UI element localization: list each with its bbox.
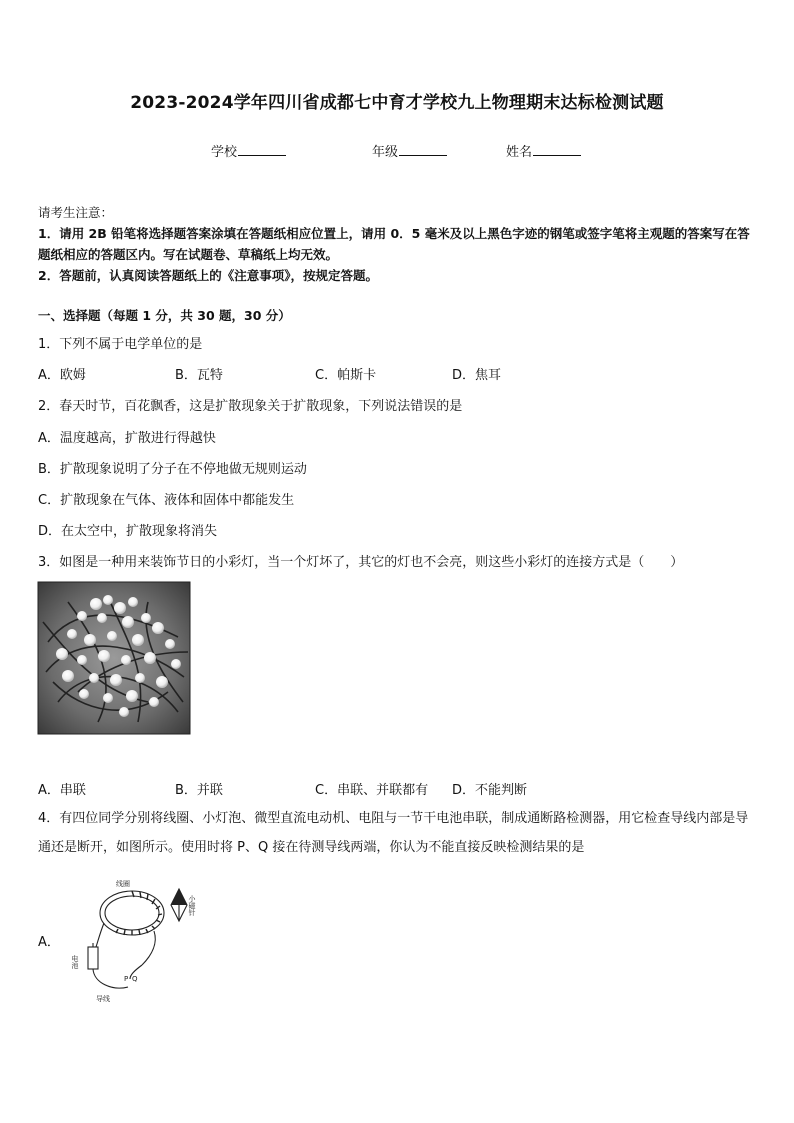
name-field [506,141,581,160]
school-label: 学校 [211,145,238,160]
coil-label: 线圈 [116,880,130,888]
question-2-option-a[interactable]: A．温度越高，扩散进行得越快 [38,431,216,446]
grade-blank[interactable] [399,143,447,156]
page-title: 2023-2024学年四川省成都七中育才学校九上物理期末达标检测试题 [130,93,664,113]
wire-label: 导线 [96,995,110,1003]
question-4-option-a[interactable]: A． [38,935,60,950]
question-3-option-b[interactable]: B．并联 [175,783,223,798]
question-1-stem: 1．下列不属于电学单位的是 [38,337,203,352]
question-3-option-d[interactable]: D．不能判断 [452,783,528,798]
question-2-option-b[interactable]: B．扩散现象说明了分子在不停地做无规则运动 [38,462,307,477]
question-1-option-c[interactable]: C．帕斯卡 [315,368,377,383]
question-2-stem: 2．春天时节，百花飘香，这是扩散现象关于扩散现象，下列说法错误的是 [38,399,463,414]
question-1-options [38,364,758,384]
question-1-option-d[interactable]: D．焦耳 [452,368,502,383]
grade-field [372,141,447,160]
p-label: P [124,975,129,983]
question-1-option-a[interactable]: A．欧姆 [38,368,86,383]
notice-item-2: 2．答题前，认真阅读答题纸上的《注意事项》，按规定答题。 [38,268,378,283]
name-blank[interactable] [533,143,581,156]
needle-label: 小磁针 [188,895,196,916]
notice-body [38,223,758,286]
question-2-option-c[interactable]: C．扩散现象在气体、液体和固体中都能发生 [38,493,295,508]
battery-label: 电池 [71,955,79,969]
q-label: Q [132,975,138,983]
question-2-option-d[interactable]: D．在太空中，扩散现象将消失 [38,524,218,539]
name-label: 姓名 [506,145,533,160]
string-lights-photo [38,582,190,734]
question-4-stem: 4．有四位同学分别将线圈、小灯泡、微型直流电动机、电阻与一节干电池串联，制成通断路检测器，用它检查导线内部是导通还是断开，如图所示。使用时将 P、Q 接在待测导线两端，你认为不能直接反映检测结果的是 [38,811,749,855]
question-3-option-a[interactable]: A．串联 [38,783,86,798]
question-3-option-c[interactable]: C．串联、并联都有 [315,783,429,798]
notice-item-1: 1．请用 2B 铅笔将选择题答案涂填在答题纸相应位置上，请用 0．5 毫米及以上黑色字迹的钢笔或签字笔将主观题的答案写在答题纸相应的答题区内。写在试题卷、草稿纸上均无效。 [38,226,750,262]
grade-label: 年级 [372,145,399,160]
question-1-option-b[interactable]: B．瓦特 [175,368,223,383]
section-heading: 一、选择题（每题 1 分，共 30 题，30 分） [38,308,291,323]
notice-heading: 请考生注意： [38,205,114,220]
question-3-options [38,779,758,799]
school-field [211,141,286,160]
question-3-stem: 3．如图是一种用来装饰节日的小彩灯，当一个灯坏了，其它的灯也不会亮，则这些小彩灯的连接方式是（ ） [38,555,684,570]
school-blank[interactable] [238,143,286,156]
coil-detector-sketch [72,875,222,1005]
